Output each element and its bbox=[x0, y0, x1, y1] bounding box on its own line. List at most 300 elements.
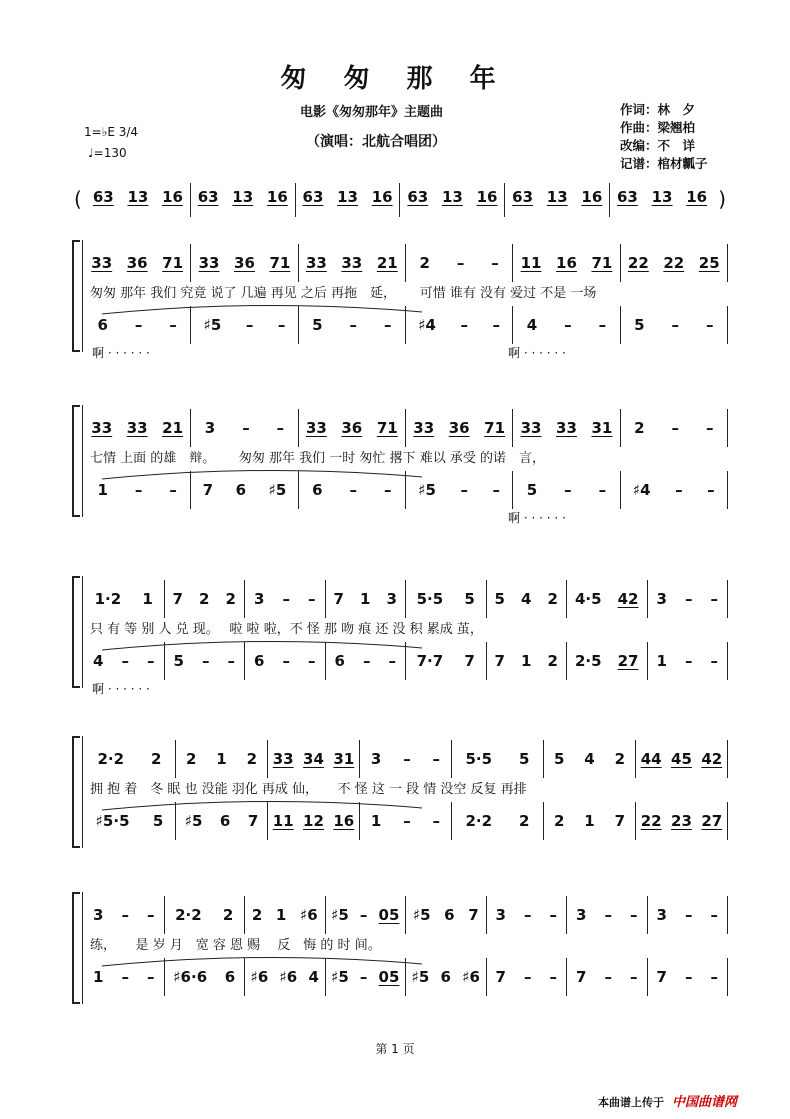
performer: （演唱：北航合唱团） bbox=[306, 134, 446, 150]
note: 3 bbox=[656, 590, 667, 608]
note: 22 bbox=[627, 254, 649, 272]
note: – bbox=[169, 481, 177, 499]
note: – bbox=[549, 906, 557, 924]
note: 4 bbox=[93, 652, 104, 670]
note: 12 bbox=[303, 812, 324, 830]
note: 1 bbox=[656, 652, 667, 670]
score-system bbox=[72, 576, 728, 696]
measure bbox=[544, 740, 636, 778]
slur-arc bbox=[102, 305, 422, 314]
note: ♯5 bbox=[268, 481, 287, 499]
note: – bbox=[710, 906, 718, 924]
note: 1 bbox=[521, 652, 532, 670]
measure bbox=[621, 244, 728, 282]
note: 33 bbox=[413, 419, 435, 437]
note: – bbox=[121, 968, 129, 986]
note-group: 63 bbox=[92, 188, 114, 206]
note: 5 bbox=[312, 316, 323, 334]
note: 21 bbox=[376, 254, 398, 272]
note: – bbox=[282, 590, 290, 608]
note: – bbox=[359, 968, 368, 986]
measure bbox=[487, 580, 568, 618]
note: – bbox=[598, 481, 607, 499]
credit-transcriber: 记谱：棺材瓤子 bbox=[620, 156, 708, 171]
note: – bbox=[121, 652, 129, 670]
slur-mark bbox=[72, 950, 728, 970]
note: 1 bbox=[216, 750, 227, 768]
measure bbox=[567, 896, 648, 934]
measure bbox=[84, 244, 191, 282]
measure bbox=[84, 409, 191, 447]
measure bbox=[84, 580, 165, 618]
note: 4 bbox=[308, 968, 319, 986]
measure bbox=[406, 244, 513, 282]
note: 36 bbox=[448, 419, 470, 437]
lower-lyric: 啊 · · · · · · bbox=[508, 346, 566, 360]
note: 71 bbox=[162, 254, 184, 272]
intro-open: ( bbox=[74, 187, 82, 211]
lyric-line: 只 有 等 别 人 兑 现。 啦 啦 啦，不 怪 那 吻 痕 还 没 积 累成 茧， bbox=[90, 622, 483, 637]
note: – bbox=[282, 652, 290, 670]
slur-mark bbox=[72, 794, 728, 814]
measure bbox=[567, 580, 648, 618]
note: 3 bbox=[370, 750, 382, 768]
note: 2 bbox=[634, 419, 645, 437]
intro-close: ) bbox=[718, 187, 726, 211]
note: – bbox=[675, 481, 683, 499]
tempo-marking: ♩=130 bbox=[88, 146, 127, 160]
system-brace bbox=[72, 240, 80, 352]
note: – bbox=[388, 652, 396, 670]
note: 2 bbox=[222, 906, 234, 924]
note: – bbox=[707, 481, 715, 499]
upper-staff bbox=[84, 740, 728, 778]
credit-lyricist: 作词：林 夕 bbox=[620, 102, 696, 117]
note: – bbox=[307, 652, 316, 670]
score-system bbox=[72, 892, 728, 1004]
upper-staff bbox=[84, 580, 728, 618]
note: 7 bbox=[494, 652, 505, 670]
note-group: 63 bbox=[302, 188, 324, 206]
note-group: 63 bbox=[197, 188, 219, 206]
measure bbox=[165, 896, 246, 934]
site-logo: 中国曲谱网 bbox=[672, 1095, 738, 1110]
note: – bbox=[242, 419, 250, 437]
note-group: 13 bbox=[651, 188, 673, 206]
note: – bbox=[121, 906, 129, 924]
note: ♯4 bbox=[418, 316, 436, 334]
note: 2 bbox=[225, 590, 236, 608]
note: 2·2 bbox=[175, 906, 202, 924]
note: – bbox=[523, 906, 532, 924]
note: 3 bbox=[576, 906, 587, 924]
note: – bbox=[134, 481, 143, 499]
note: 33 bbox=[272, 750, 294, 768]
note: 6 bbox=[235, 481, 247, 499]
note: 5·5 bbox=[416, 590, 444, 608]
note: 33 bbox=[520, 419, 542, 437]
note: 2 bbox=[519, 812, 530, 830]
note: 2·5 bbox=[575, 652, 602, 670]
intro-measure bbox=[505, 183, 610, 217]
note: – bbox=[383, 481, 392, 499]
note: 33 bbox=[126, 419, 148, 437]
measure bbox=[299, 409, 406, 447]
note: 3 bbox=[495, 906, 506, 924]
note: – bbox=[276, 419, 285, 437]
note: 05 bbox=[378, 968, 400, 986]
intro-measure bbox=[191, 183, 296, 217]
note: – bbox=[684, 652, 693, 670]
measure bbox=[84, 740, 176, 778]
note: 7 bbox=[172, 590, 183, 608]
note: 7 bbox=[202, 481, 214, 499]
credit-arranger: 改编：不 详 bbox=[620, 138, 696, 153]
note: – bbox=[169, 316, 177, 334]
note: 2 bbox=[614, 750, 626, 768]
measure bbox=[268, 740, 360, 778]
note: – bbox=[146, 652, 155, 670]
note: – bbox=[134, 316, 143, 334]
note: – bbox=[710, 968, 718, 986]
note: 2 bbox=[251, 906, 263, 924]
slur-mark bbox=[72, 463, 728, 483]
note: 2 bbox=[246, 750, 258, 768]
note: 31 bbox=[591, 419, 613, 437]
note: 6 bbox=[444, 906, 455, 924]
note: ♯5 bbox=[411, 968, 430, 986]
note-group: 16 bbox=[162, 188, 183, 206]
upper-staff bbox=[84, 409, 728, 447]
note: – bbox=[564, 316, 572, 334]
note-group: 63 bbox=[512, 188, 534, 206]
measure bbox=[84, 896, 165, 934]
note: 16 bbox=[333, 812, 355, 830]
system-line bbox=[82, 736, 83, 848]
note: ♯6 bbox=[279, 968, 298, 986]
note: – bbox=[604, 906, 612, 924]
note: ♯6 bbox=[462, 968, 480, 986]
note: 2 bbox=[419, 254, 430, 272]
upper-staff bbox=[84, 896, 728, 934]
note: – bbox=[245, 316, 254, 334]
page-number: 第 1 页 bbox=[375, 1042, 415, 1056]
intro-measure bbox=[296, 183, 401, 217]
note: – bbox=[604, 968, 612, 986]
note: 4·5 bbox=[575, 590, 602, 608]
note: 33 bbox=[341, 254, 363, 272]
key-signature: 1=♭E 3/4 bbox=[84, 125, 139, 139]
note: ♯5 bbox=[184, 812, 203, 830]
score-system bbox=[72, 405, 728, 525]
note: – bbox=[349, 316, 358, 334]
note: 33 bbox=[556, 419, 577, 437]
measure bbox=[191, 244, 298, 282]
system-brace bbox=[72, 736, 80, 848]
note: – bbox=[684, 968, 693, 986]
measure bbox=[648, 580, 729, 618]
measure bbox=[487, 896, 568, 934]
note: – bbox=[671, 419, 679, 437]
note: – bbox=[598, 316, 607, 334]
note: 1 bbox=[360, 590, 371, 608]
note: 1 bbox=[584, 812, 595, 830]
note: 3 bbox=[656, 906, 667, 924]
note: – bbox=[629, 906, 638, 924]
system-brace bbox=[72, 576, 80, 688]
lower-lyric: 啊 · · · · · · bbox=[92, 682, 150, 696]
note: ♯6 bbox=[299, 906, 318, 924]
measure bbox=[245, 896, 326, 934]
note-group: 63 bbox=[407, 188, 429, 206]
measure bbox=[360, 740, 452, 778]
note: 4 bbox=[526, 316, 538, 334]
note: 11 bbox=[520, 254, 542, 272]
note: 7 bbox=[464, 652, 475, 670]
measure bbox=[165, 580, 246, 618]
note: 1 bbox=[275, 906, 287, 924]
note: – bbox=[684, 906, 693, 924]
note-group: 16 bbox=[686, 188, 708, 206]
note: 21 bbox=[162, 419, 184, 437]
note: – bbox=[710, 652, 718, 670]
note: 1 bbox=[142, 590, 153, 608]
note: 36 bbox=[341, 419, 363, 437]
note: – bbox=[359, 906, 368, 924]
note: 71 bbox=[484, 419, 506, 437]
note: 6 bbox=[219, 812, 231, 830]
note: 3 bbox=[93, 906, 104, 924]
note-group: 16 bbox=[476, 188, 498, 206]
note: 5 bbox=[553, 750, 565, 768]
note: – bbox=[349, 481, 358, 499]
lyric-line: 匆匆 那年 我们 究竟 说了 几遍 再见 之后 再拖 延， 可惜 谁有 没有 爱过 不是 一场 bbox=[90, 286, 597, 301]
note: 6 bbox=[97, 316, 108, 334]
note-group: 13 bbox=[337, 188, 358, 206]
note: 7 bbox=[614, 812, 626, 830]
note: 7 bbox=[495, 968, 506, 986]
note: – bbox=[629, 968, 638, 986]
lower-lyric: 啊 · · · · · · bbox=[508, 511, 566, 525]
note: ♯5 bbox=[412, 906, 431, 924]
slur-arc bbox=[102, 470, 422, 479]
note-group: 13 bbox=[127, 188, 149, 206]
score-system bbox=[72, 736, 728, 848]
note-group: 13 bbox=[441, 188, 463, 206]
note: 2 bbox=[199, 590, 210, 608]
note: 36 bbox=[234, 254, 255, 272]
system-line bbox=[82, 240, 83, 352]
note: – bbox=[456, 254, 465, 272]
note: – bbox=[492, 481, 501, 499]
note: 2·2 bbox=[97, 750, 125, 768]
note-group: 16 bbox=[581, 188, 603, 206]
slur-arc bbox=[102, 641, 422, 650]
measure bbox=[513, 244, 620, 282]
note: 5 bbox=[173, 652, 184, 670]
lyric-line: 拥 抱 着 冬 眠 也 没能 羽化 再成 仙， 不 怪 这 一 段 情 没空 反复 再排 bbox=[90, 782, 527, 797]
note: 7 bbox=[247, 812, 259, 830]
note: – bbox=[362, 652, 371, 670]
note: 71 bbox=[591, 254, 613, 272]
note: 33 bbox=[305, 254, 327, 272]
lower-lyric: 啊 · · · · · · bbox=[92, 346, 150, 360]
slur-mark bbox=[72, 634, 728, 654]
note: – bbox=[523, 968, 532, 986]
measure bbox=[176, 740, 268, 778]
subtitle: 电影《匆匆那年》主题曲 bbox=[300, 105, 444, 120]
note: – bbox=[564, 481, 572, 499]
measure bbox=[621, 409, 728, 447]
slur-arc bbox=[102, 957, 422, 966]
note: 23 bbox=[671, 812, 692, 830]
system-line bbox=[82, 405, 83, 517]
credit-composer: 作曲：梁翘柏 bbox=[620, 120, 696, 135]
note: – bbox=[705, 316, 714, 334]
note: – bbox=[549, 968, 557, 986]
note: ♯6 bbox=[250, 968, 269, 986]
note: 42 bbox=[701, 750, 723, 768]
slur-mark bbox=[72, 298, 728, 318]
note: 2 bbox=[151, 750, 162, 768]
note: 4 bbox=[521, 590, 532, 608]
note: – bbox=[432, 812, 441, 830]
note: 1·2 bbox=[94, 590, 122, 608]
note: ♯5 bbox=[418, 481, 436, 499]
note: – bbox=[684, 590, 693, 608]
upload-note: 本曲谱上传于 bbox=[598, 1096, 664, 1109]
note: 3 bbox=[204, 419, 216, 437]
note: – bbox=[403, 750, 411, 768]
measure bbox=[299, 244, 406, 282]
measure bbox=[513, 409, 620, 447]
note: – bbox=[492, 316, 501, 334]
note: 6 bbox=[224, 968, 236, 986]
note: – bbox=[460, 316, 468, 334]
note-group: 16 bbox=[371, 188, 393, 206]
note: 3 bbox=[386, 590, 397, 608]
intro-measure bbox=[86, 183, 191, 217]
note: 33 bbox=[91, 254, 113, 272]
note: 1 bbox=[93, 968, 104, 986]
note: 22 bbox=[663, 254, 685, 272]
note: – bbox=[307, 590, 316, 608]
note: 33 bbox=[198, 254, 220, 272]
note: 22 bbox=[640, 812, 662, 830]
note-group: 63 bbox=[617, 188, 638, 206]
note-group: 16 bbox=[266, 188, 288, 206]
note: ♯6·6 bbox=[173, 968, 208, 986]
note: 6 bbox=[334, 652, 345, 670]
note: 7 bbox=[468, 906, 479, 924]
note: 5 bbox=[464, 590, 475, 608]
upper-staff bbox=[84, 244, 728, 282]
note: 34 bbox=[303, 750, 324, 768]
note: – bbox=[146, 968, 155, 986]
note: 6 bbox=[440, 968, 451, 986]
note: 11 bbox=[272, 812, 294, 830]
note: – bbox=[432, 750, 441, 768]
note: 2 bbox=[185, 750, 197, 768]
note: 45 bbox=[671, 750, 692, 768]
page-title: 匆 匆 那 年 bbox=[280, 64, 510, 94]
note: – bbox=[460, 481, 468, 499]
measure bbox=[636, 740, 728, 778]
note: ♯5 bbox=[203, 316, 222, 334]
note: – bbox=[403, 812, 411, 830]
system-line bbox=[82, 576, 83, 688]
measure bbox=[245, 580, 326, 618]
note: – bbox=[671, 316, 679, 334]
intro-measures bbox=[86, 183, 714, 217]
note: 2 bbox=[547, 590, 558, 608]
note: 7 bbox=[576, 968, 587, 986]
note: 44 bbox=[640, 750, 662, 768]
system-brace bbox=[72, 405, 80, 517]
measure bbox=[406, 896, 487, 934]
note: 71 bbox=[269, 254, 291, 272]
note: – bbox=[201, 652, 210, 670]
note: – bbox=[491, 254, 499, 272]
measure bbox=[452, 740, 544, 778]
note: ♯4 bbox=[632, 481, 651, 499]
note: 27 bbox=[617, 652, 639, 670]
note: 5 bbox=[634, 316, 645, 334]
note: 05 bbox=[378, 906, 400, 924]
note: – bbox=[277, 316, 286, 334]
note: ♯5 bbox=[331, 906, 349, 924]
note: 7·7 bbox=[416, 652, 444, 670]
measure bbox=[406, 409, 513, 447]
note: 5 bbox=[519, 750, 530, 768]
note: 16 bbox=[556, 254, 577, 272]
note: 5 bbox=[526, 481, 538, 499]
note-group: 13 bbox=[546, 188, 568, 206]
system-line bbox=[82, 892, 83, 1004]
note: 25 bbox=[698, 254, 720, 272]
system-brace bbox=[72, 892, 80, 1004]
note: 1 bbox=[97, 481, 108, 499]
note: – bbox=[383, 316, 392, 334]
measure bbox=[191, 409, 298, 447]
note: 1 bbox=[370, 812, 382, 830]
measure bbox=[326, 896, 407, 934]
intro-line bbox=[74, 183, 726, 217]
score-system bbox=[72, 240, 728, 360]
note: – bbox=[227, 652, 235, 670]
note-group: 13 bbox=[232, 188, 254, 206]
note: – bbox=[146, 906, 155, 924]
measure bbox=[326, 580, 407, 618]
note: 2 bbox=[553, 812, 565, 830]
note: 71 bbox=[376, 419, 398, 437]
note: ♯5 bbox=[331, 968, 349, 986]
note: 4 bbox=[584, 750, 595, 768]
note: 33 bbox=[305, 419, 327, 437]
slur-arc bbox=[102, 801, 422, 810]
note: 6 bbox=[312, 481, 323, 499]
measure bbox=[406, 580, 487, 618]
intro-measure bbox=[610, 183, 714, 217]
measure bbox=[648, 896, 729, 934]
note: 6 bbox=[254, 652, 265, 670]
note: – bbox=[710, 590, 718, 608]
note: 5 bbox=[152, 812, 164, 830]
note: 7 bbox=[333, 590, 344, 608]
note: 42 bbox=[617, 590, 639, 608]
note: 7 bbox=[656, 968, 667, 986]
note: 5 bbox=[494, 590, 505, 608]
